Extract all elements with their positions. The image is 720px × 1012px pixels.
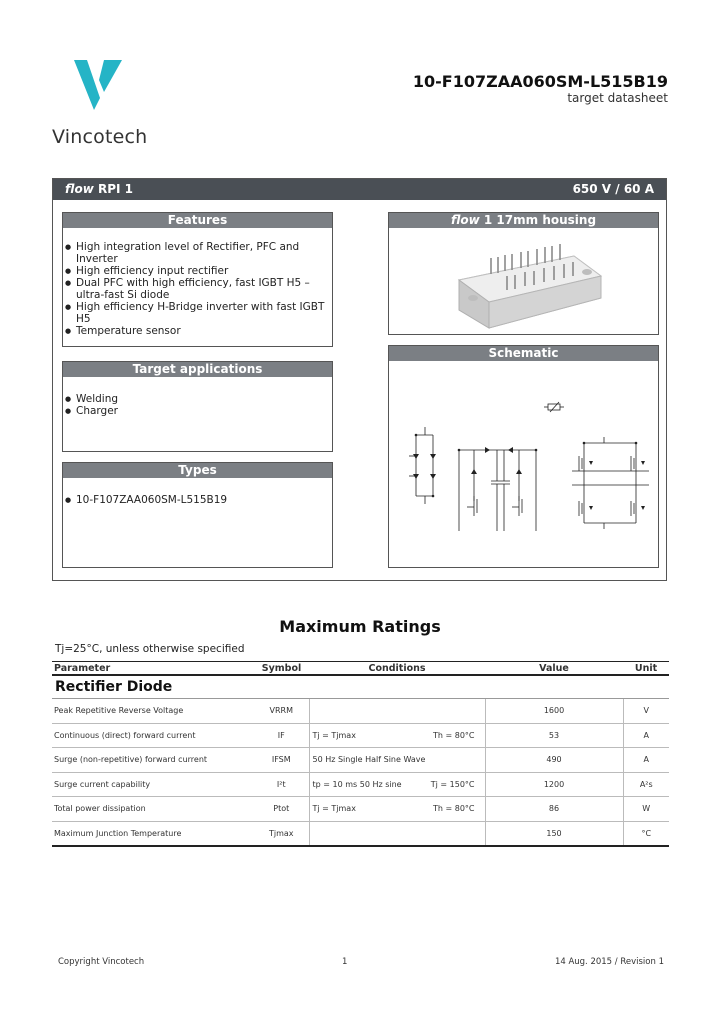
cell-parameter: Surge current capability	[52, 772, 254, 797]
cell-symbol: VRRM	[254, 699, 309, 724]
header-symbol: Symbol	[254, 662, 309, 676]
types-title: Types	[63, 463, 332, 478]
table-row	[52, 748, 669, 773]
table-row	[52, 797, 669, 822]
feature-item: ● High efficiency input rectifier	[65, 265, 332, 277]
housing-title: flow 1 17mm housing	[389, 213, 658, 228]
cell-conditions	[309, 821, 485, 846]
cell-value: 86	[485, 797, 623, 822]
cell-conditions: Tj = Tjmax Th = 80°C	[309, 797, 485, 822]
cell-conditions: 50 Hz Single Half Sine Wave	[309, 748, 485, 773]
feature-item: ● Temperature sensor	[65, 325, 332, 337]
cell-parameter: Total power dissipation	[52, 797, 254, 822]
banner-rating: 650 V / 60 A	[572, 182, 654, 196]
cell-parameter: Continuous (direct) forward current	[52, 723, 254, 748]
product-banner	[53, 179, 666, 200]
types-box	[62, 462, 333, 568]
footer-page-number: 1	[342, 957, 348, 967]
cell-symbol: Ptot	[254, 797, 309, 822]
cell-parameter: Surge (non-repetitive) forward current	[52, 748, 254, 773]
cell-unit: A	[623, 748, 669, 773]
feature-item: ● High efficiency H-Bridge inverter with fast IGBT H5	[65, 301, 332, 325]
applications-box	[62, 361, 333, 452]
doc-type: target datasheet	[567, 91, 668, 105]
brand-name: Vincotech	[52, 126, 148, 148]
application-item: ● Charger	[65, 405, 332, 417]
table-row	[52, 821, 669, 846]
cell-value: 53	[485, 723, 623, 748]
feature-item: ● High integration level of Rectifier, PFC and Inverter	[65, 241, 332, 265]
cell-value: 150	[485, 821, 623, 846]
cell-symbol: Tjmax	[254, 821, 309, 846]
cell-symbol: IFSM	[254, 748, 309, 773]
type-item: ● 10-F107ZAA060SM-L515B19	[65, 494, 332, 506]
circuit-schematic-diagram	[389, 361, 658, 567]
cell-unit: V	[623, 699, 669, 724]
banner-family: RPI 1	[97, 182, 133, 196]
banner-family-italic: flow	[65, 182, 94, 196]
cell-unit: W	[623, 797, 669, 822]
cell-parameter: Maximum Junction Temperature	[52, 821, 254, 846]
applications-title: Target applications	[63, 362, 332, 377]
header-unit: Unit	[623, 662, 669, 676]
ratings-title: Maximum Ratings	[279, 617, 441, 636]
part-number: 10-F107ZAA060SM-L515B19	[412, 72, 668, 91]
cell-unit: °C	[623, 821, 669, 846]
vincotech-logo-icon	[74, 58, 124, 112]
features-title: Features	[63, 213, 332, 228]
table-header-row	[52, 662, 669, 676]
section-title: Rectifier Diode	[52, 675, 669, 699]
table-row	[52, 699, 669, 724]
cell-value: 490	[485, 748, 623, 773]
cell-conditions: Tj = Tjmax Th = 80°C	[309, 723, 485, 748]
schematic-box	[388, 345, 659, 568]
cell-conditions: tp = 10 ms 50 Hz sine Tj = 150°C	[309, 772, 485, 797]
schematic-title: Schematic	[389, 346, 658, 361]
features-box	[62, 212, 333, 347]
cell-conditions	[309, 699, 485, 724]
header-parameter: Parameter	[52, 662, 254, 676]
table-row	[52, 723, 669, 748]
housing-box	[388, 212, 659, 335]
feature-item: ● Dual PFC with high efficiency, fast IGBT H5 – ultra-fast Si diode	[65, 277, 332, 301]
table-row	[52, 772, 669, 797]
cell-value: 1200	[485, 772, 623, 797]
cell-symbol: I²t	[254, 772, 309, 797]
section-row	[52, 675, 669, 699]
cell-unit: A	[623, 723, 669, 748]
footer-date-revision: 14 Aug. 2015 / Revision 1	[554, 957, 664, 967]
cell-symbol: IF	[254, 723, 309, 748]
application-item: ● Welding	[65, 393, 332, 405]
max-ratings-table	[52, 661, 669, 847]
header-value: Value	[485, 662, 623, 676]
feature-item-continuation: ultra-fast Si diode	[76, 289, 170, 301]
cell-value: 1600	[485, 699, 623, 724]
cell-unit: A²s	[623, 772, 669, 797]
module-housing-image	[389, 228, 658, 334]
footer-copyright: Copyright Vincotech	[58, 957, 145, 967]
header-conditions: Conditions	[309, 662, 485, 676]
ratings-condition-note: Tj=25°C, unless otherwise specified	[55, 643, 245, 655]
cell-parameter: Peak Repetitive Reverse Voltage	[52, 699, 254, 724]
